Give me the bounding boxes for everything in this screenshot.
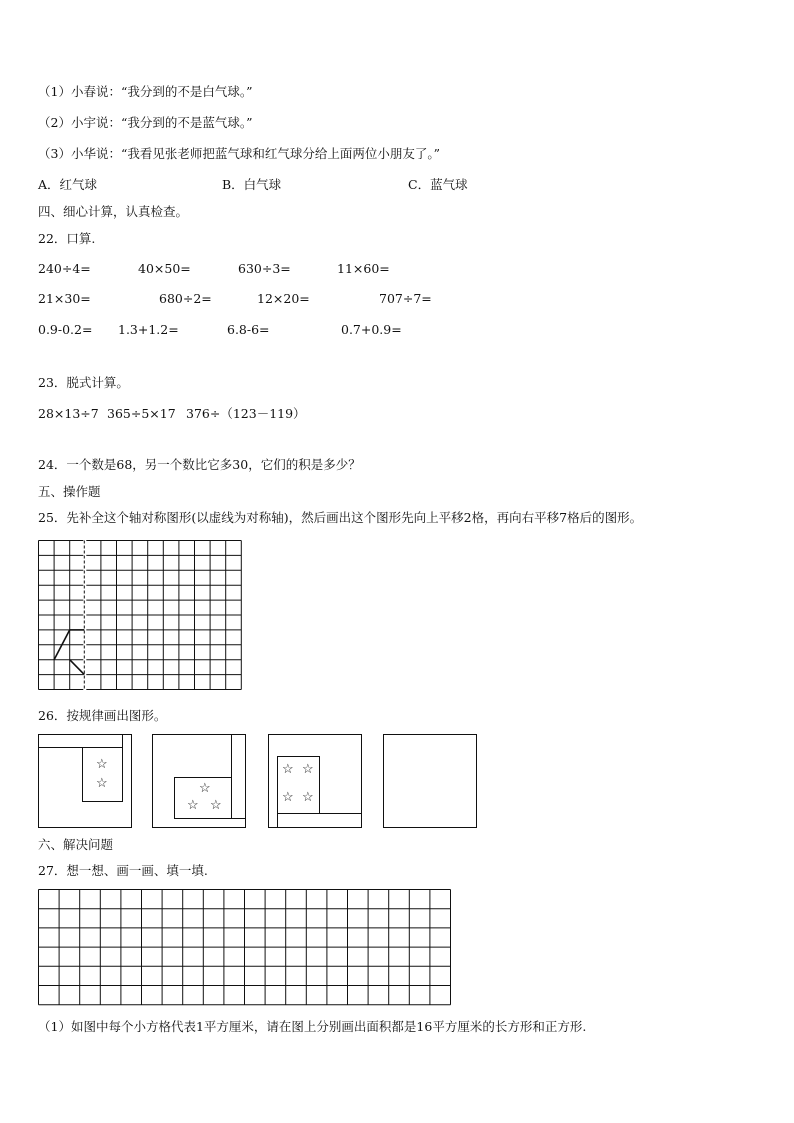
- q22-item: 0.9-0.2=: [38, 322, 93, 337]
- q26-pattern-box-1: [38, 734, 133, 829]
- star-icon: ☆: [282, 762, 294, 777]
- q22-item: 707÷7=: [379, 291, 432, 306]
- star-icon: ☆: [302, 762, 314, 777]
- section-4-title: 四、细心计算，认真检查。: [38, 204, 189, 219]
- q22-item: 40×50=: [138, 261, 191, 276]
- star-icon: ☆: [282, 790, 294, 805]
- q25-grid: [38, 540, 244, 692]
- q22-item: 1.3+1.2=: [118, 322, 179, 337]
- q23-item: 28×13÷7: [38, 406, 99, 421]
- q22-item: 630÷3=: [238, 261, 291, 276]
- figure-segment: [70, 660, 85, 675]
- axis-background: [83, 540, 86, 690]
- q22-item: 11×60=: [337, 261, 390, 276]
- q21-option-c: C．蓝气球: [408, 177, 468, 192]
- q27-grid[interactable]: [38, 889, 452, 1006]
- section-6-title: 六、解决问题: [38, 837, 114, 852]
- q21-statement-2: （2）小宇说：“我分到的不是蓝气球。”: [38, 115, 253, 130]
- q27-subquestion-1: （1）如图中每个小方格代表1平方厘米，请在图上分别画出面积都是16平方厘米的长方形和正方形.: [38, 1019, 587, 1034]
- q21-statement-3: （3）小华说：“我看见张老师把蓝气球和红气球分给上面两位小朋友了。”: [38, 146, 440, 161]
- q25-text: 25．先补全这个轴对称图形(以虚线为对称轴)，然后画出这个图形先向上平移2格，再向右平移7格后的图形。: [38, 510, 643, 525]
- q26-title: 26．按规律画出图形。: [38, 708, 167, 723]
- q27-title: 27．想一想、画一画、填一填.: [38, 863, 208, 878]
- star-icon: ☆: [187, 798, 199, 813]
- q22-item: 240÷4=: [38, 261, 91, 276]
- section-5-title: 五、操作题: [38, 484, 101, 499]
- q22-item: 680÷2=: [159, 291, 212, 306]
- q22-item: 0.7+0.9=: [341, 322, 402, 337]
- star-icon: ☆: [96, 776, 108, 791]
- q22-item: 12×20=: [257, 291, 310, 306]
- q26-answer-box[interactable]: [383, 734, 478, 829]
- q26-pattern-box-3: [268, 734, 363, 829]
- q21-option-a: A．红气球: [38, 177, 98, 192]
- q24-text: 24．一个数是68，另一个数比它多30，它们的积是多少？: [38, 457, 361, 472]
- q23-item: 376÷（123－119）: [186, 406, 306, 421]
- q22-item: 6.8-6=: [227, 322, 270, 337]
- star-icon: ☆: [199, 781, 211, 796]
- q23-item: 365÷5×17: [107, 406, 176, 421]
- star-icon: ☆: [302, 790, 314, 805]
- q22-title: 22．口算.: [38, 231, 96, 246]
- q21-statement-1: （1）小春说：“我分到的不是白气球。”: [38, 84, 253, 99]
- star-icon: ☆: [210, 798, 222, 813]
- star-icon: ☆: [96, 757, 108, 772]
- q21-option-b: B．白气球: [222, 177, 282, 192]
- q23-title: 23．脱式计算。: [38, 375, 129, 390]
- q22-item: 21×30=: [38, 291, 91, 306]
